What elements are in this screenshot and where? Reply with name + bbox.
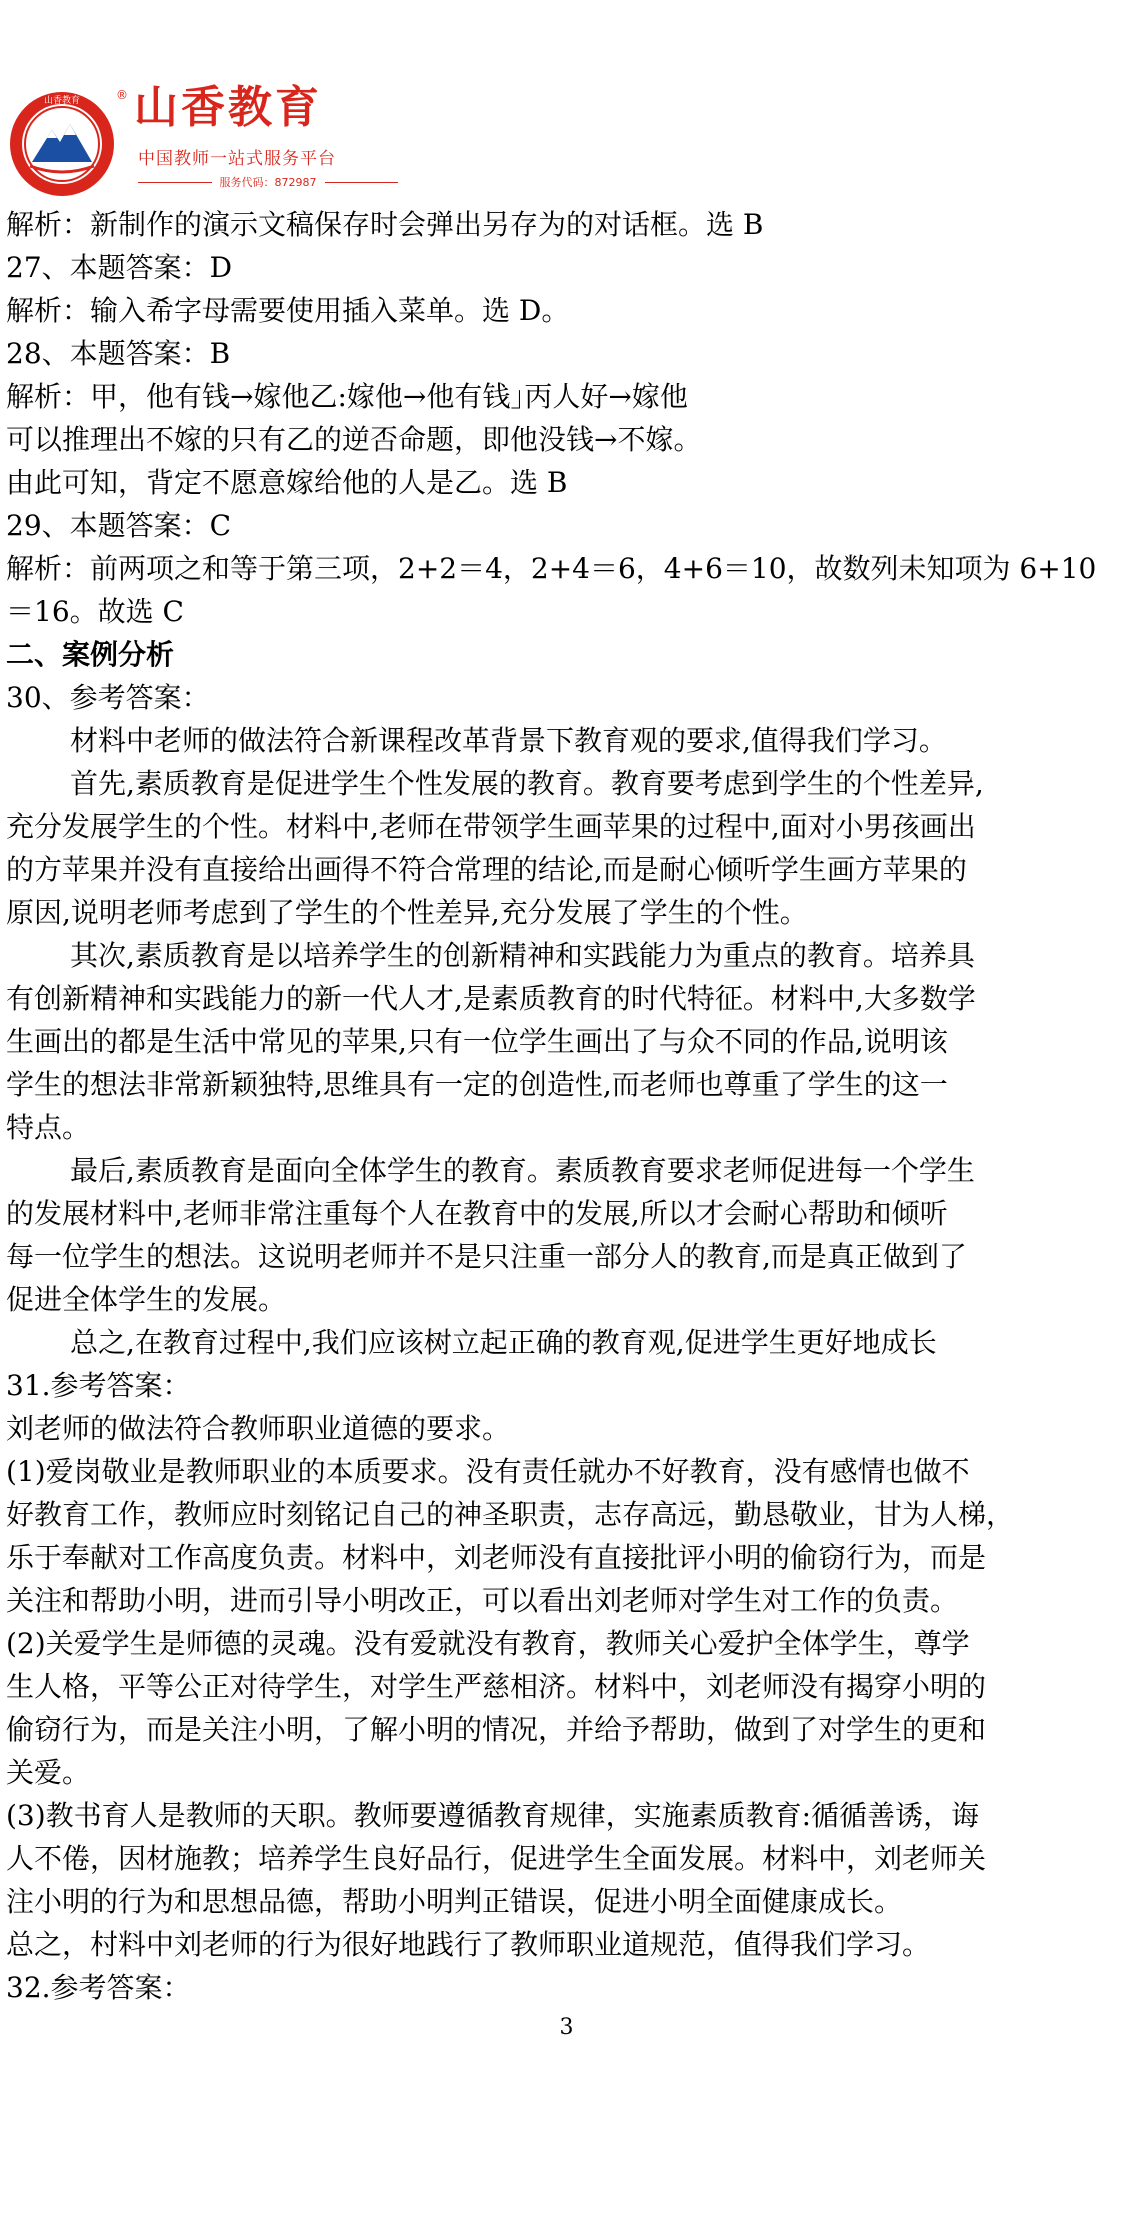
paragraph-line: 刘老师的做法符合教师职业道德的要求。 [6, 1412, 511, 1445]
paragraph-line: (3)教书育人是教师的天职。教师要遵循教育规律，实施素质教育:循循善诱，诲 [6, 1799, 980, 1832]
paragraph-line: 生人格，平等公正对待学生，对学生严慈相济。材料中，刘老师没有揭穿小明的 [6, 1670, 987, 1703]
paragraph-line: 每一位学生的想法。这说明老师并不是只注重一部分人的教育,而是真正做到了 [6, 1240, 967, 1273]
text-line: 解析：输入希字母需要使用插入菜单。选 D。 [6, 294, 570, 327]
brand-name: 山香教育 [134, 82, 322, 133]
text-line: 可以推理出不嫁的只有乙的逆否命题，即他没钱→不嫁。 [6, 423, 702, 456]
text-line: ＝16。故选 C [6, 595, 184, 628]
paragraph-line: 原因,说明老师考虑到了学生的个性差异,充分发展了学生的个性。 [6, 896, 808, 929]
brand-code-row [138, 174, 398, 190]
question-heading: 31.参考答案： [6, 1369, 191, 1402]
paragraph-line: 首先,素质教育是促进学生个性发展的教育。教育要考虑到学生的个性差异, [70, 767, 984, 800]
paragraph-line: 的方苹果并没有直接给出画得不符合常理的结论,而是耐心倾听学生画方苹果的 [6, 853, 967, 886]
text-line: 解析：甲，他有钱→嫁他乙:嫁他→他有钱｣丙人好→嫁他 [6, 380, 688, 413]
paragraph-line: 人不倦，因材施教；培养学生良好品行，促进学生全面发展。材料中，刘老师关 [6, 1842, 987, 1875]
paragraph-line: (2)关爱学生是师德的灵魂。没有爱就没有教育，教师关心爱护全体学生，尊学 [6, 1627, 970, 1660]
brand-slogan: 中国教师一站式服务平台 [138, 149, 336, 169]
paragraph-line: 有创新精神和实践能力的新一代人才,是素质教育的时代特征。材料中,大多数学 [6, 982, 976, 1015]
paragraph-line: (1)爱岗敬业是教师职业的本质要求。没有责任就办不好教育，没有感情也做不 [6, 1455, 970, 1488]
paragraph-line: 好教育工作，教师应时刻铭记自己的神圣职责，志存高远，勤恳敬业，甘为人梯， [6, 1498, 1015, 1531]
paragraph-line: 生画出的都是生活中常见的苹果,只有一位学生画出了与众不同的作品,说明该 [6, 1025, 948, 1058]
paragraph-line: 特点。 [6, 1111, 91, 1144]
registered-mark: ® [116, 88, 128, 102]
text-line: 由此可知，背定不愿意嫁给他的人是乙。选 B [6, 466, 568, 499]
paragraph-line: 材料中老师的做法符合新课程改革背景下教育观的要求,值得我们学习。 [70, 724, 947, 757]
brand-seal-logo [8, 90, 116, 198]
paragraph-line: 充分发展学生的个性。材料中,老师在带领学生画苹果的过程中,面对小男孩画出 [6, 810, 976, 843]
paragraph-line: 关爱。 [6, 1756, 91, 1789]
answer-content [6, 203, 1120, 2009]
paragraph-line: 其次,素质教育是以培养学生的创新精神和实践能力为重点的教育。培养具 [70, 939, 975, 972]
svg-text:山香教育: 山香教育 [43, 96, 81, 106]
question-heading: 28、本题答案：B [6, 337, 231, 370]
section-heading: 二、案例分析 [6, 638, 175, 671]
paragraph-line: 关注和帮助小明，进而引导小明改正，可以看出刘老师对学生对工作的负责。 [6, 1584, 959, 1617]
paragraph-line: 注小明的行为和思想品德，帮助小明判正错误，促进小明全面健康成长。 [6, 1885, 903, 1918]
question-heading: 27、本题答案：D [6, 251, 233, 284]
paragraph-line: 促进全体学生的发展。 [6, 1283, 287, 1316]
paragraph-line: 乐于奉献对工作高度负责。材料中，刘老师没有直接批评小明的偷窃行为，而是 [6, 1541, 987, 1574]
page-number: 3 [559, 2015, 574, 2040]
paragraph-line: 的发展材料中,老师非常注重每个人在教育中的发展,所以才会耐心帮助和倾听 [6, 1197, 948, 1230]
text-line: 解析：前两项之和等于第三项，2+2＝4，2+4＝6，4+6＝10，故数列未知项为 6+10 [6, 552, 1097, 585]
paragraph-line: 最后,素质教育是面向全体学生的教育。素质教育要求老师促进每一个学生 [70, 1154, 975, 1187]
brand-header [8, 74, 408, 204]
divider [325, 182, 399, 183]
text-line: 解析：新制作的演示文稿保存时会弹出另存为的对话框。选 B [6, 208, 764, 241]
paragraph-line: 学生的想法非常新颖独特,思维具有一定的创造性,而老师也尊重了学生的这一 [6, 1068, 948, 1101]
paragraph-line: 偷窃行为，而是关注小明，了解小明的情况，并给予帮助，做到了对学生的更和 [6, 1713, 987, 1746]
question-heading: 30、参考答案： [6, 681, 210, 714]
question-heading: 32.参考答案： [6, 1971, 191, 2004]
question-heading: 29、本题答案：C [6, 509, 232, 542]
brand-code: 服务代码：872987 [219, 176, 317, 189]
paragraph-line: 总之，村料中刘老师的行为很好地践行了教师职业道规范，值得我们学习。 [6, 1928, 931, 1961]
paragraph-line: 总之,在教育过程中,我们应该树立起正确的教育观,促进学生更好地成长 [70, 1326, 937, 1359]
divider [138, 182, 212, 183]
